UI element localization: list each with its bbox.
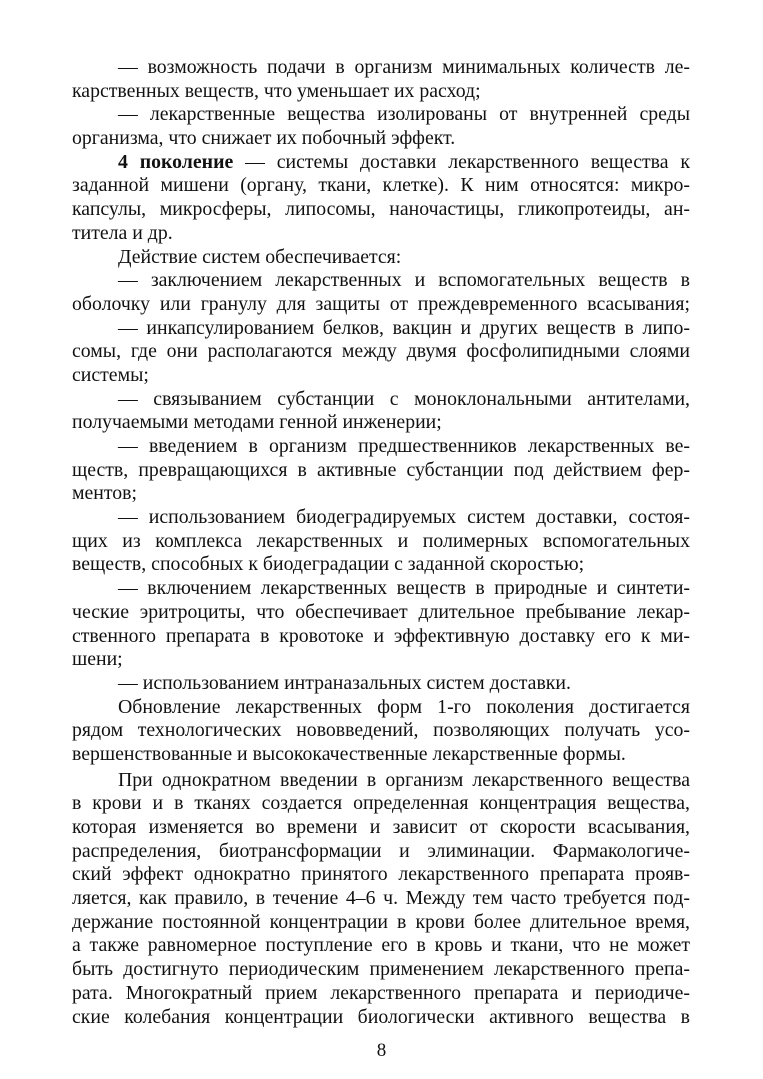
text-line: — использованием интраназальных систем доставки. bbox=[118, 671, 571, 694]
text-line: — связыванием субстанции с моноклональными антителами, bbox=[118, 387, 690, 410]
text-line: ляется, как правило, в течение 4–6 ч. Между тем часто требуется под- bbox=[72, 887, 690, 910]
text-line: вершенствованные и высококачественные лекарственные формы. bbox=[72, 742, 626, 765]
text-line: капсулы, микросферы, липосомы, наночастицы, гликопротеиды, ан- bbox=[72, 198, 690, 221]
text-line: которая изменяется во времени и зависит от скорости всасывания, bbox=[72, 816, 690, 838]
text-line: в крови и в тканях создается определенная концентрация вещества, bbox=[72, 792, 690, 815]
text-line: Действие систем обеспечивается: bbox=[118, 245, 402, 268]
text-line: — включением лекарственных веществ в природные и синтети- bbox=[118, 577, 690, 600]
text-line: ские колебания концентрации биологически активного вещества в bbox=[72, 1005, 690, 1028]
text-line: быть достигнуто периодическим применением лекарственного препа- bbox=[72, 958, 690, 981]
text-line: системы; bbox=[72, 363, 149, 386]
page-body bbox=[72, 56, 690, 1029]
text-line: организма, что снижает их побочный эффект. bbox=[72, 127, 456, 150]
text-line: щих из комплекса лекарственных и полимерных вспомогательных bbox=[72, 529, 690, 552]
text-line: распределения, биотрансформации и элиминации. Фармакологиче- bbox=[72, 839, 690, 862]
text-line: ский эффект однократно принятого лекарственного препарата прояв- bbox=[72, 863, 690, 886]
text-line bbox=[72, 151, 690, 175]
text-line: ственного препарата в кровотоке и эффективную доставку его к ми- bbox=[72, 624, 690, 647]
text-line: рядом технологических нововведений, позволяющих получать усо- bbox=[72, 719, 690, 742]
text-line: При однократном введении в организм лекарственного вещества bbox=[118, 768, 690, 791]
text-line: ческие эритроциты, что обеспечивает длительное пребывание лекар- bbox=[72, 600, 690, 623]
text-line: ментов; bbox=[72, 482, 137, 505]
text-line: — лекарственные вещества изолированы от внутренней среды bbox=[118, 103, 690, 126]
line-text: — системы доставки лекарственного вещества к bbox=[233, 150, 690, 173]
text-line: а также равномерное поступление его в кровь и ткани, что не может bbox=[72, 934, 690, 957]
text-line: сомы, где они располагаются между двумя фосфолипидными слоями bbox=[72, 340, 690, 363]
text-line: держание постоянной концентрации в крови более длительное время, bbox=[72, 910, 690, 933]
bold-term: 4 поколение bbox=[118, 150, 234, 173]
text-line: титела и др. bbox=[72, 221, 173, 244]
text-line: — заключением лекарственных и вспомогательных веществ в bbox=[118, 269, 690, 292]
text-line: оболочку или гранулу для защиты от преждевременного всасывания; bbox=[72, 292, 690, 315]
text-line: — введением в организм предшественников лекарственных ве- bbox=[118, 435, 690, 457]
text-line: карственных веществ, что уменьшает их расход; bbox=[72, 79, 481, 102]
text-line: заданной мишени (органу, ткани, клетке). К ним относятся: микро- bbox=[72, 174, 690, 197]
text-line: ществ, превращающихся в активные субстанции под действием фер- bbox=[72, 458, 690, 481]
text-line: получаемыми методами генной инженерии; bbox=[72, 411, 442, 434]
text-line: — возможность подачи в организм минимальных количеств ле- bbox=[118, 56, 690, 78]
text-line: веществ, способных к биодеградации с заданной скоростью; bbox=[72, 553, 585, 576]
text-line: рата. Многократный прием лекарственного препарата и периодиче- bbox=[72, 981, 690, 1004]
text-line: шени; bbox=[72, 648, 123, 671]
text-line: — использованием биодеградируемых систем доставки, состоя- bbox=[118, 506, 690, 529]
text-line: — инкапсулированием белков, вакцин и других веществ в липо- bbox=[118, 316, 690, 339]
text-line: Обновление лекарственных форм 1-го поколения достигается bbox=[118, 695, 690, 718]
page-number: 8 bbox=[376, 1040, 387, 1061]
